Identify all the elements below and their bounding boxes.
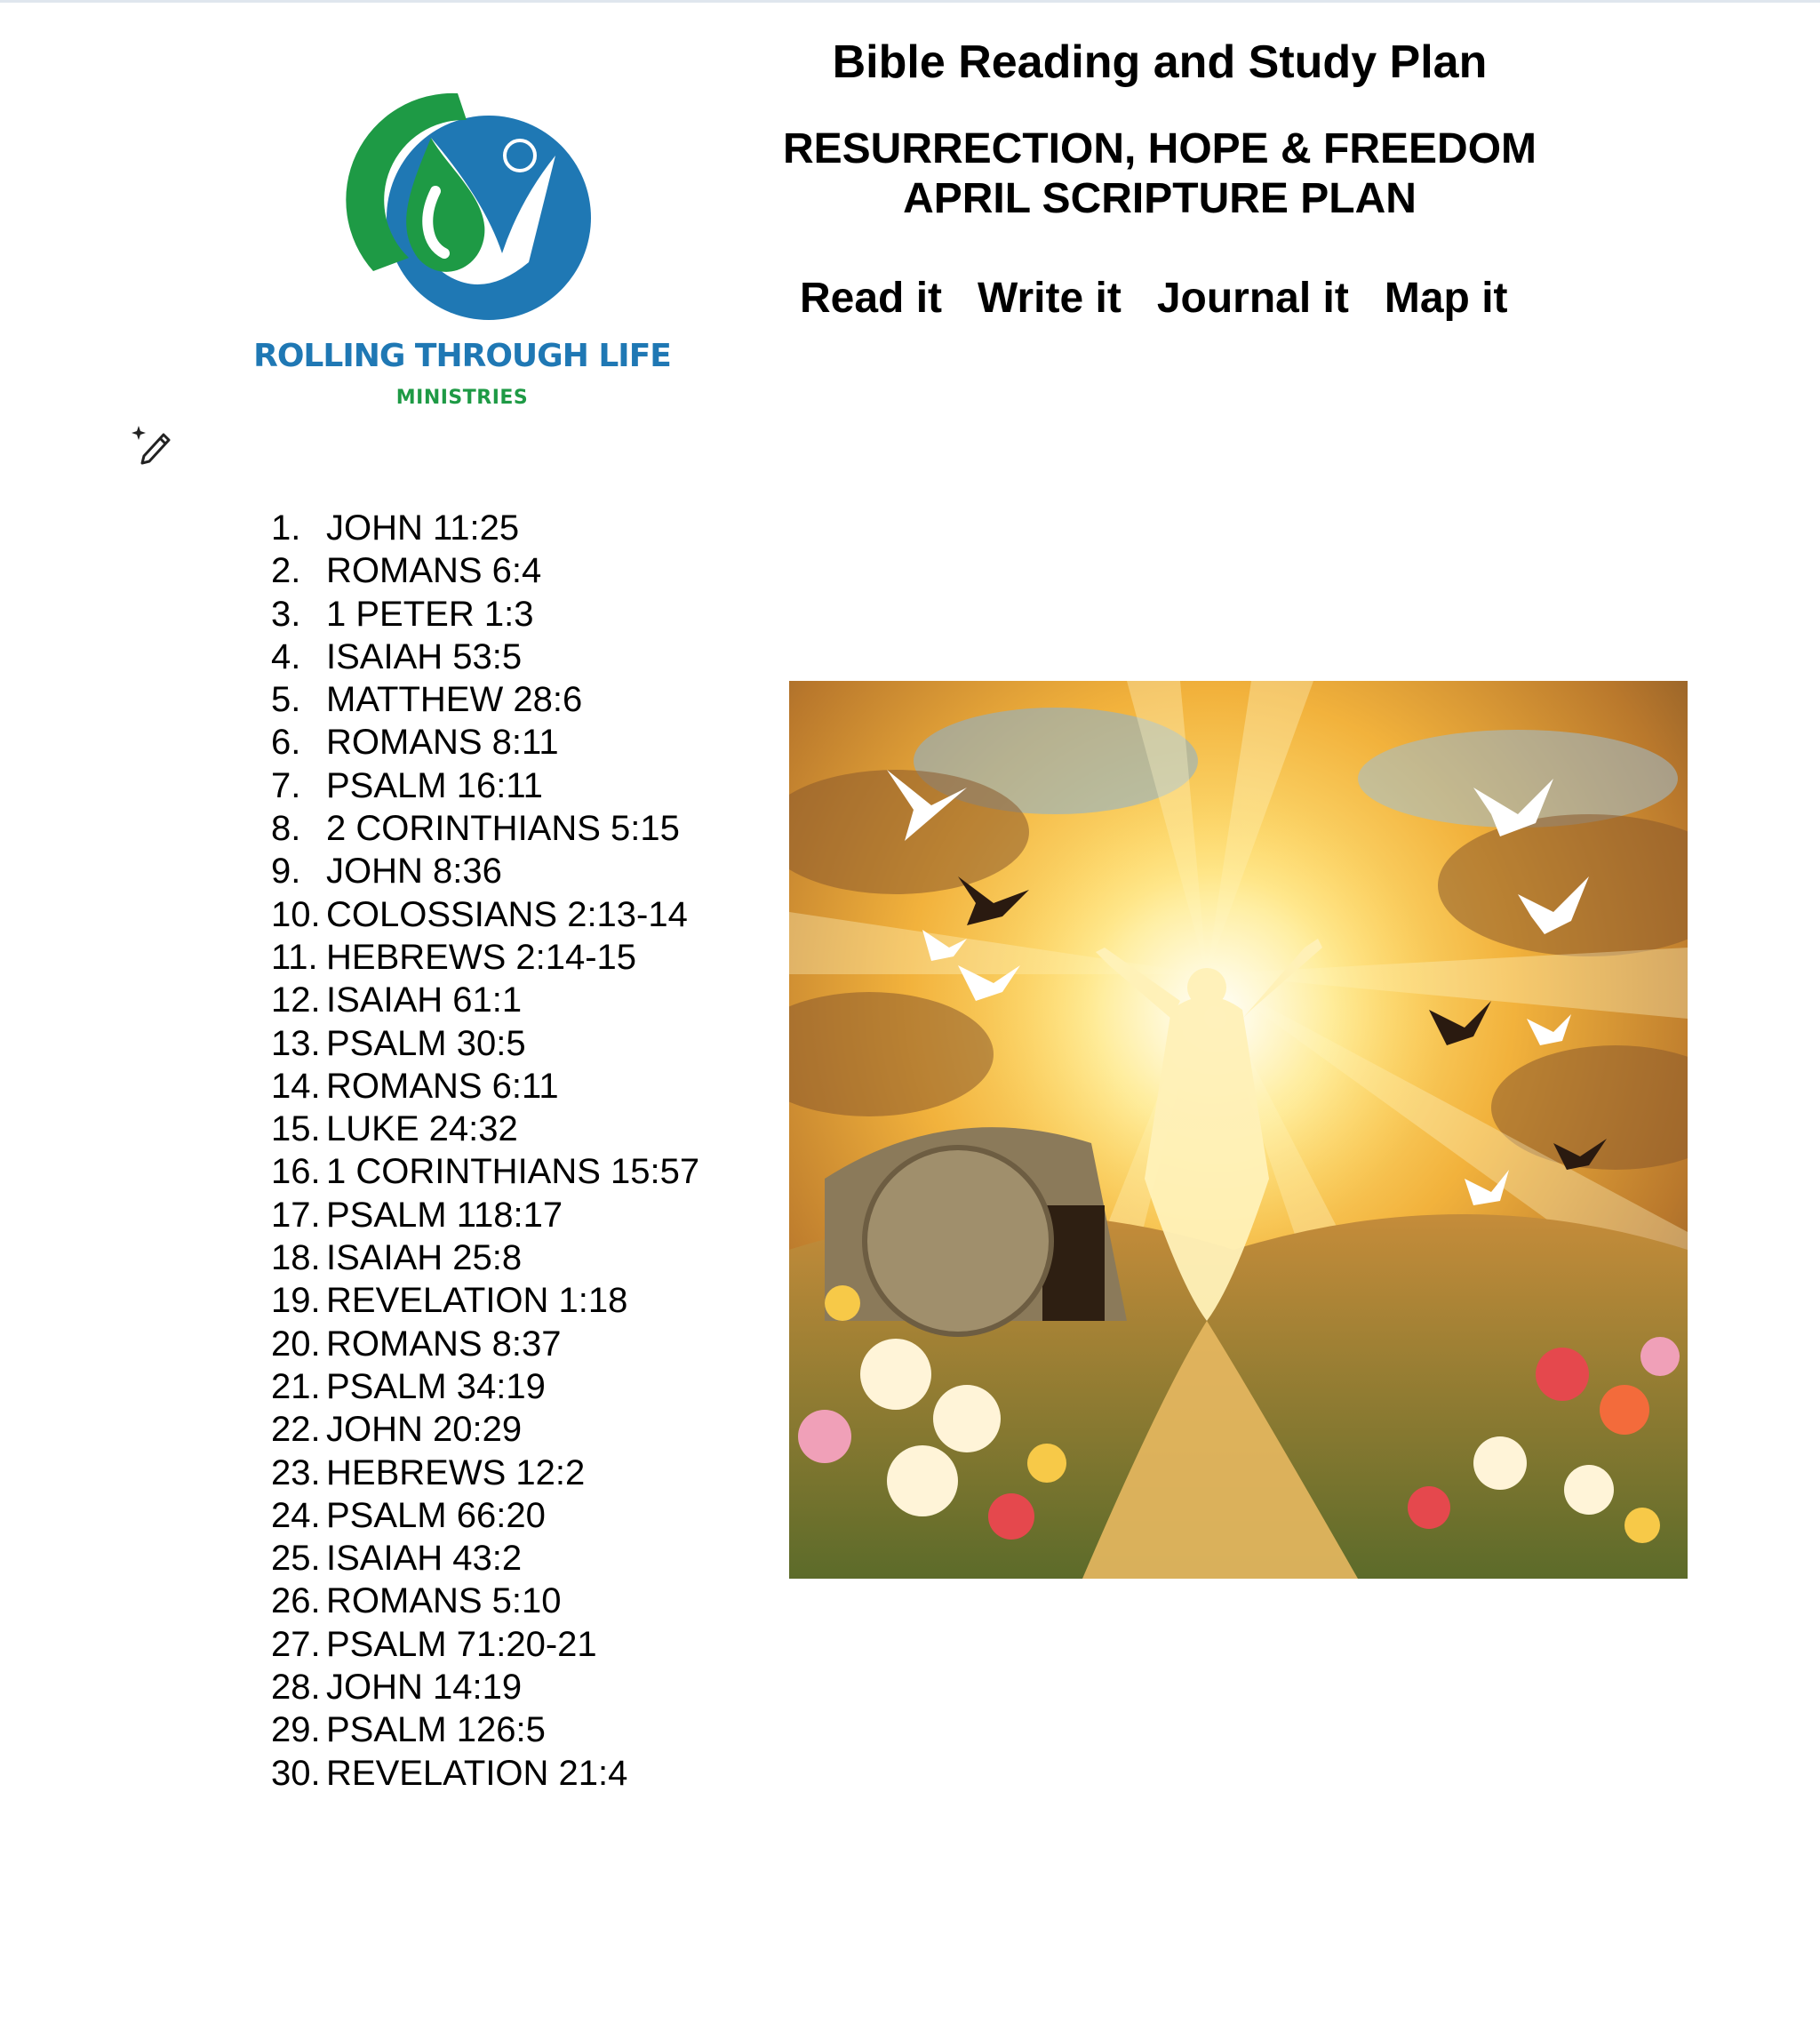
item-number: 6. — [271, 723, 301, 763]
list-item — [271, 1408, 699, 1451]
scripture-reference: ROMANS 5:10 — [326, 1581, 562, 1621]
scripture-reference: ROMANS 6:11 — [326, 1066, 559, 1106]
list-item — [271, 764, 699, 807]
item-number: 15. — [271, 1109, 321, 1149]
list-item — [271, 678, 699, 721]
item-number: 18. — [271, 1238, 321, 1278]
item-number: 7. — [271, 765, 301, 805]
resurrection-illustration — [789, 681, 1688, 1579]
list-item — [271, 1194, 699, 1236]
action-journal: Journal it — [1156, 275, 1349, 322]
action-read: Read it — [800, 275, 943, 322]
list-item — [271, 1452, 699, 1494]
scripture-reference: HEBREWS 2:14-15 — [326, 937, 637, 977]
scripture-reference: REVELATION 1:18 — [326, 1281, 628, 1321]
list-item — [271, 1537, 699, 1580]
scripture-reference: PSALM 126:5 — [326, 1710, 546, 1750]
theme-heading: RESURRECTION, HOPE & FREEDOM — [782, 125, 1537, 172]
item-number: 1. — [271, 508, 301, 548]
study-actions — [800, 274, 1544, 323]
magic-pen-icon[interactable] — [132, 422, 174, 469]
list-item — [271, 1580, 699, 1622]
scripture-reference: 1 CORINTHIANS 15:57 — [326, 1152, 700, 1192]
item-number: 3. — [271, 594, 301, 634]
item-number: 22. — [271, 1410, 321, 1450]
ministry-logo — [240, 84, 684, 422]
scripture-reference: PSALM 66:20 — [326, 1495, 546, 1535]
item-number: 8. — [271, 809, 301, 849]
scripture-reference: ISAIAH 43:2 — [326, 1539, 523, 1579]
scripture-reference: ISAIAH 53:5 — [326, 636, 523, 676]
scripture-reference: ROMANS 6:4 — [326, 551, 542, 591]
list-item — [271, 1708, 699, 1751]
list-item — [271, 1752, 699, 1795]
item-number: 16. — [271, 1152, 321, 1192]
scripture-reference: ROMANS 8:37 — [326, 1324, 562, 1364]
list-item — [271, 1236, 699, 1279]
list-item — [271, 1108, 699, 1150]
list-item — [271, 1623, 699, 1666]
scripture-reference: PSALM 71:20-21 — [326, 1624, 597, 1664]
item-number: 13. — [271, 1023, 321, 1063]
scripture-reference: LUKE 24:32 — [326, 1109, 518, 1149]
scripture-reference: JOHN 11:25 — [326, 508, 520, 548]
reading-list — [271, 507, 699, 1795]
scripture-reference: MATTHEW 28:6 — [326, 680, 583, 720]
item-number: 2. — [271, 551, 301, 591]
list-item — [271, 1323, 699, 1365]
list-item — [271, 507, 699, 549]
item-number: 25. — [271, 1539, 321, 1579]
item-number: 27. — [271, 1624, 321, 1664]
scripture-reference: PSALM 30:5 — [326, 1023, 526, 1063]
item-number: 26. — [271, 1581, 321, 1621]
scripture-reference: JOHN 8:36 — [326, 852, 502, 892]
scripture-reference: HEBREWS 12:2 — [326, 1452, 586, 1492]
list-item — [271, 549, 699, 592]
scripture-reference: PSALM 118:17 — [326, 1195, 563, 1235]
page-title: Bible Reading and Study Plan — [832, 36, 1488, 88]
list-item — [271, 1494, 699, 1537]
scripture-reference: ISAIAH 61:1 — [326, 980, 523, 1020]
item-number: 29. — [271, 1710, 321, 1750]
list-item — [271, 1666, 699, 1708]
scripture-reference: PSALM 34:19 — [326, 1366, 546, 1406]
item-number: 10. — [271, 894, 321, 934]
scripture-reference: REVELATION 21:4 — [326, 1753, 628, 1793]
item-number: 24. — [271, 1495, 321, 1535]
scripture-reference: PSALM 16:11 — [326, 765, 543, 805]
item-number: 17. — [271, 1195, 321, 1235]
item-number: 21. — [271, 1366, 321, 1406]
top-rule — [0, 0, 1820, 3]
list-item — [271, 1365, 699, 1408]
scripture-reference: 2 CORINTHIANS 5:15 — [326, 809, 680, 849]
item-number: 28. — [271, 1668, 321, 1708]
scripture-reference: JOHN 14:19 — [326, 1668, 523, 1708]
logo-subtitle: MINISTRIES — [395, 387, 529, 409]
list-item — [271, 979, 699, 1021]
item-number: 30. — [271, 1753, 321, 1793]
item-number: 23. — [271, 1452, 321, 1492]
scripture-reference: 1 PETER 1:3 — [326, 594, 534, 634]
scripture-reference: JOHN 20:29 — [326, 1410, 523, 1450]
list-item — [271, 1279, 699, 1322]
item-number: 4. — [271, 636, 301, 676]
list-item — [271, 807, 699, 850]
item-number: 11. — [271, 937, 318, 977]
list-item — [271, 893, 699, 936]
scripture-reference: ROMANS 8:11 — [326, 723, 559, 763]
list-item — [271, 1150, 699, 1193]
logo-mark-icon — [324, 84, 600, 333]
item-number: 9. — [271, 852, 301, 892]
item-number: 19. — [271, 1281, 321, 1321]
list-item — [271, 593, 699, 636]
item-number: 20. — [271, 1324, 321, 1364]
scripture-reference: ISAIAH 25:8 — [326, 1238, 523, 1278]
list-item — [271, 721, 699, 764]
action-map: Map it — [1384, 275, 1508, 322]
action-write: Write it — [978, 275, 1122, 322]
item-number: 12. — [271, 980, 321, 1020]
list-item — [271, 850, 699, 892]
plan-heading: APRIL SCRIPTURE PLAN — [903, 175, 1417, 222]
list-item — [271, 636, 699, 678]
item-number: 5. — [271, 680, 301, 720]
list-item — [271, 1022, 699, 1065]
list-item — [271, 936, 699, 979]
logo-name: ROLLING THROUGH LIFE — [253, 338, 671, 374]
scripture-reference: COLOSSIANS 2:13-14 — [326, 894, 688, 934]
list-item — [271, 1065, 699, 1108]
item-number: 14. — [271, 1066, 321, 1106]
